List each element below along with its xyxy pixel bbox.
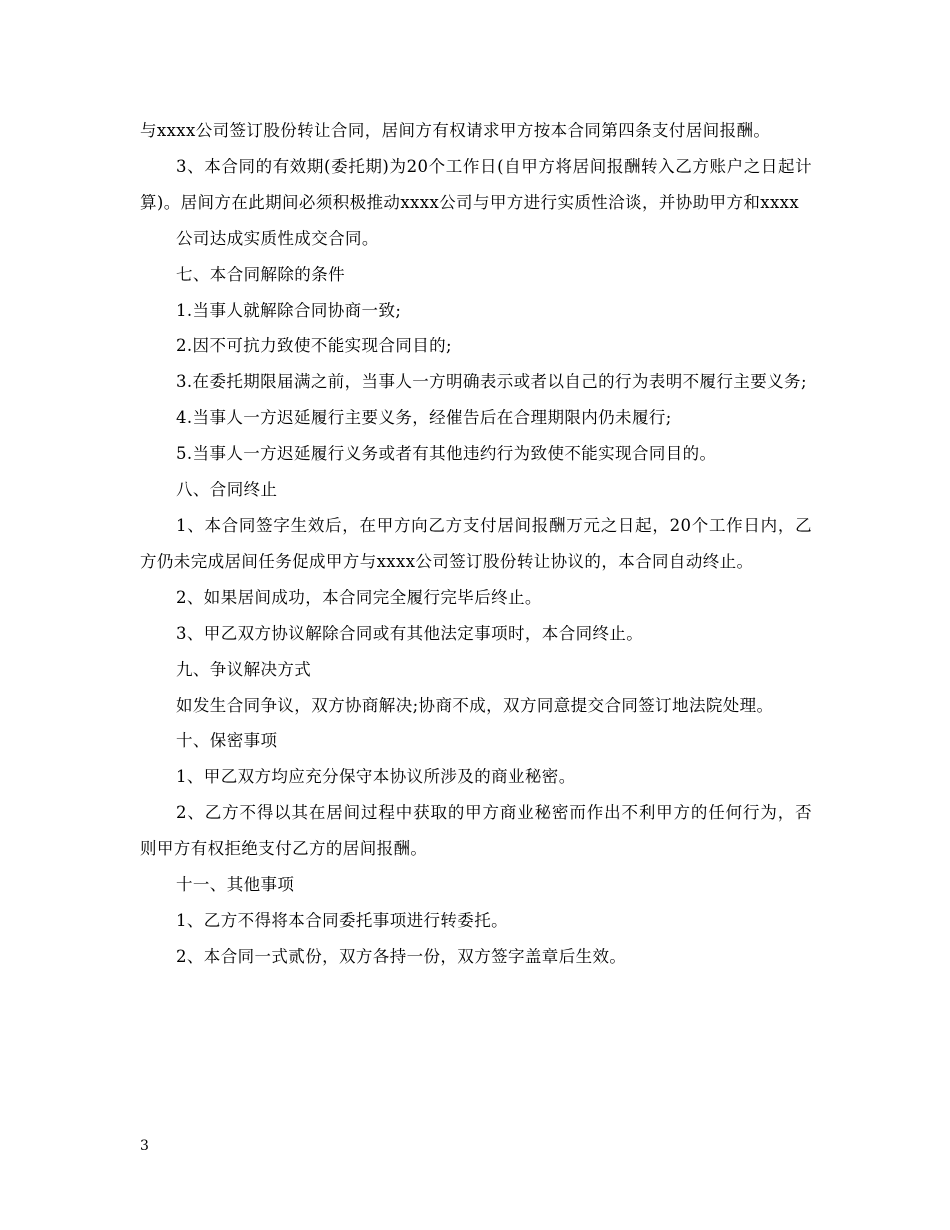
section-heading: 十、保密事项 — [176, 731, 278, 751]
paragraph: 1、乙方不得将本合同委托事项进行转委托。 — [176, 910, 508, 930]
paragraph: 2、如果居间成功，本合同完全履行完毕后终止。 — [176, 587, 542, 607]
paragraph: 2、乙方不得以其在居间过程中获取的甲方商业秘密而作出不利甲方的任何行为，否则甲方有权拒绝支付乙方的居间报酬。 — [140, 803, 812, 859]
paragraph: 如发生合同争议，双方协商解决;协商不成，双方同意提交合同签订地法院处理。 — [176, 695, 774, 715]
section-heading: 九、争议解决方式 — [176, 659, 312, 679]
page-number: 3 — [140, 1138, 149, 1154]
paragraph: 1、本合同签字生效后，在甲方向乙方支付居间报酬万元之日起，20个工作日内，乙方仍未完成居间任务促成甲方与xxxx公司签订股份转让协议的，本合同自动终止。 — [140, 515, 812, 571]
paragraph: 3、甲乙双方协议解除合同或有其他法定事项时，本合同终止。 — [176, 623, 644, 643]
list-item: 5.当事人一方迟延履行义务或者有其他违约行为致使不能实现合同目的。 — [176, 444, 717, 464]
list-item: 1.当事人就解除合同协商一致; — [176, 300, 402, 320]
list-item: 4.当事人一方迟延履行主要义务，经催告后在合理期限内仍未履行; — [176, 408, 672, 428]
list-item: 2.因不可抗力致使不能实现合同目的; — [176, 336, 453, 356]
section-heading: 七、本合同解除的条件 — [176, 264, 345, 284]
section-heading: 八、合同终止 — [176, 480, 278, 500]
paragraph: 3、本合同的有效期(委托期)为20个工作日(自甲方将居间报酬转入乙方账户之日起计算)。居间方在此期间必须积极推动xxxx公司与甲方进行实质性洽谈，并协助甲方和xxxx — [140, 156, 812, 212]
paragraph: 与xxxx公司签订股份转让合同，居间方有权请求甲方按本合同第四条支付居间报酬。 — [140, 121, 771, 140]
document-body — [140, 113, 812, 975]
paragraph: 2、本合同一式贰份，双方各持一份，双方签字盖章后生效。 — [176, 946, 627, 966]
list-item: 3.在委托期限届满之前，当事人一方明确表示或者以自己的行为表明不履行主要义务; — [176, 372, 807, 392]
paragraph: 1、甲乙双方均应充分保守本协议所涉及的商业秘密。 — [176, 767, 576, 787]
section-heading: 十一、其他事项 — [176, 875, 295, 895]
paragraph: 公司达成实质性成交合同。 — [176, 228, 379, 248]
